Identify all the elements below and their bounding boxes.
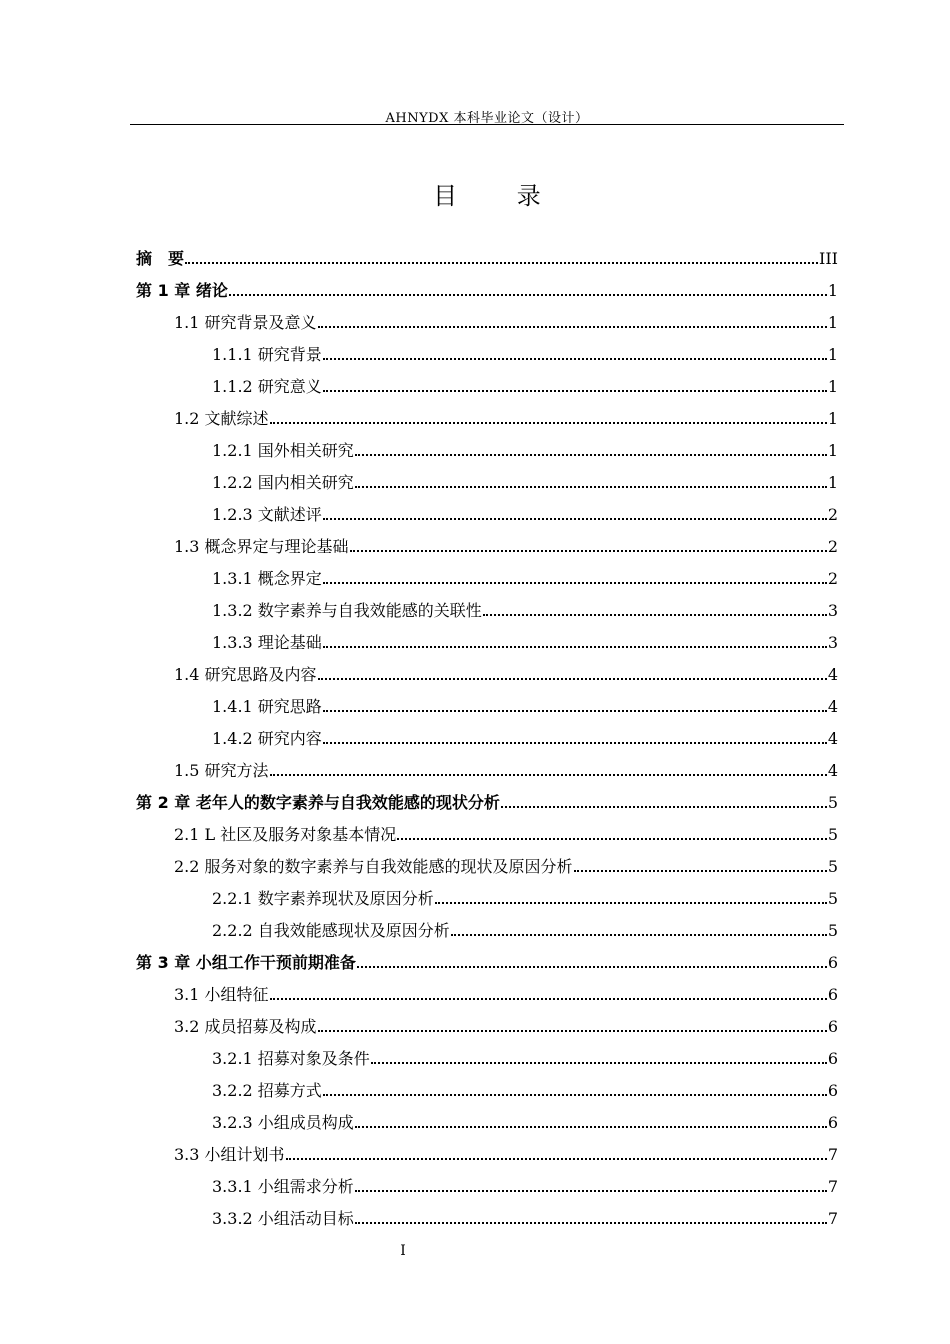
dot-leader: [323, 518, 827, 520]
toc-entry[interactable]: [136, 1135, 838, 1167]
toc-entry-label: 摘 要: [136, 249, 185, 268]
toc-entry-label: 3.2.3 小组成员构成: [212, 1113, 354, 1132]
toc-entry[interactable]: [136, 431, 838, 463]
dot-leader: [350, 550, 827, 552]
dot-leader: [355, 1190, 827, 1192]
dot-leader: [483, 614, 827, 616]
toc-entry[interactable]: [136, 559, 838, 591]
toc-entry-page: 4: [827, 697, 838, 716]
dot-leader: [318, 678, 827, 680]
toc-entry-label: 1.2.3 文献述评: [212, 505, 322, 524]
toc-entry-page: 6: [827, 1081, 838, 1100]
toc-entry-page: 3: [827, 633, 838, 652]
toc-entry[interactable]: [136, 303, 838, 335]
table-of-contents: [136, 239, 838, 1231]
toc-entry-label: 2.2.2 自我效能感现状及原因分析: [212, 921, 450, 940]
toc-entry-label: 1.1.2 研究意义: [212, 377, 322, 396]
toc-entry-label: 2.2 服务对象的数字素养与自我效能感的现状及原因分析: [174, 857, 573, 876]
toc-entry-page: 5: [827, 889, 838, 908]
toc-entry[interactable]: [136, 591, 838, 623]
toc-entry[interactable]: [136, 783, 838, 815]
toc-entry-label: 1.3 概念界定与理论基础: [174, 537, 349, 556]
toc-entry-label: 1.2 文献综述: [174, 409, 269, 428]
toc-entry-page: 2: [827, 569, 838, 588]
dot-leader: [185, 262, 818, 264]
toc-entry-label: 1.2.1 国外相关研究: [212, 441, 354, 460]
page-header: AHNYDX 本科毕业论文（设计）: [385, 111, 589, 126]
toc-title: 目 录: [433, 182, 567, 210]
toc-entry[interactable]: [136, 911, 838, 943]
toc-entry-label: 1.3.2 数字素养与自我效能感的关联性: [212, 601, 482, 620]
toc-entry-label: 3.3.2 小组活动目标: [212, 1209, 354, 1228]
toc-entry[interactable]: [136, 1039, 838, 1071]
toc-entry-label: 1.4.1 研究思路: [212, 697, 322, 716]
page-number: I: [400, 1243, 406, 1259]
toc-entry-page: 5: [827, 825, 838, 844]
dot-leader: [270, 774, 827, 776]
dot-leader: [355, 1126, 827, 1128]
toc-entry-label: 1.1 研究背景及意义: [174, 313, 317, 332]
toc-entry-page: 1: [827, 377, 838, 396]
toc-entry-page: 1: [827, 409, 838, 428]
toc-entry-label: 1.4 研究思路及内容: [174, 665, 317, 684]
toc-entry[interactable]: [136, 399, 838, 431]
toc-entry[interactable]: [136, 847, 838, 879]
dot-leader: [397, 838, 827, 840]
toc-entry-page: 4: [827, 761, 838, 780]
toc-entry-label: 2.1 L 社区及服务对象基本情况: [174, 825, 397, 844]
dot-leader: [323, 742, 827, 744]
toc-entry-label: 3.2.2 招募方式: [212, 1081, 322, 1100]
toc-entry[interactable]: [136, 719, 838, 751]
toc-entry-label: 3.3 小组计划书: [174, 1145, 285, 1164]
dot-leader: [323, 390, 827, 392]
toc-entry[interactable]: [136, 655, 838, 687]
toc-entry-page: 5: [827, 921, 838, 940]
toc-entry[interactable]: [136, 335, 838, 367]
dot-leader: [451, 934, 827, 936]
dot-leader: [318, 1030, 827, 1032]
toc-entry-page: 4: [827, 729, 838, 748]
toc-entry-page: 6: [827, 985, 838, 1004]
toc-entry[interactable]: [136, 1103, 838, 1135]
dot-leader: [270, 422, 827, 424]
dot-leader: [318, 326, 827, 328]
toc-entry-label: 1.2.2 国内相关研究: [212, 473, 354, 492]
toc-entry-label: 3.3.1 小组需求分析: [212, 1177, 354, 1196]
toc-entry[interactable]: [136, 751, 838, 783]
toc-entry-label: 1.4.2 研究内容: [212, 729, 322, 748]
toc-entry[interactable]: [136, 623, 838, 655]
toc-entry[interactable]: [136, 975, 838, 1007]
dot-leader: [286, 1158, 827, 1160]
toc-entry-page: 7: [827, 1145, 838, 1164]
toc-entry[interactable]: [136, 527, 838, 559]
toc-entry-page: 6: [827, 1113, 838, 1132]
toc-entry-label: 第 3 章 小组工作干预前期准备: [136, 953, 356, 972]
toc-entry-label: 1.3.1 概念界定: [212, 569, 322, 588]
toc-entry[interactable]: [136, 367, 838, 399]
dot-leader: [229, 294, 827, 296]
toc-entry-page: 7: [827, 1177, 838, 1196]
dot-leader: [323, 1094, 827, 1096]
toc-entry-label: 1.3.3 理论基础: [212, 633, 322, 652]
toc-entry[interactable]: [136, 879, 838, 911]
toc-entry-page: 5: [827, 793, 838, 812]
toc-entry-page: 1: [827, 345, 838, 364]
toc-entry[interactable]: [136, 463, 838, 495]
toc-entry[interactable]: [136, 943, 838, 975]
toc-entry-label: 1.5 研究方法: [174, 761, 269, 780]
toc-entry-page: 1: [827, 281, 838, 300]
toc-entry-label: 3.1 小组特征: [174, 985, 269, 1004]
toc-entry-page: 6: [827, 1049, 838, 1068]
dot-leader: [357, 966, 827, 968]
toc-entry-page: 6: [827, 1017, 838, 1036]
dot-leader: [355, 1222, 827, 1224]
header-rule: [130, 124, 844, 125]
toc-entry-page: 4: [827, 665, 838, 684]
toc-entry-page: 2: [827, 505, 838, 524]
dot-leader: [323, 646, 827, 648]
toc-entry[interactable]: [136, 271, 838, 303]
toc-entry[interactable]: [136, 1007, 838, 1039]
toc-entry[interactable]: [136, 1199, 838, 1231]
toc-entry-page: 3: [827, 601, 838, 620]
toc-entry[interactable]: [136, 1167, 838, 1199]
toc-entry-label: 1.1.1 研究背景: [212, 345, 322, 364]
dot-leader: [355, 454, 827, 456]
toc-entry-page: 2: [827, 537, 838, 556]
dot-leader: [574, 870, 827, 872]
toc-entry-page: III: [819, 249, 838, 268]
dot-leader: [435, 902, 827, 904]
dot-leader: [323, 710, 827, 712]
toc-entry-page: 5: [827, 857, 838, 876]
toc-entry-page: 1: [827, 313, 838, 332]
toc-entry-label: 3.2.1 招募对象及条件: [212, 1049, 370, 1068]
dot-leader: [371, 1062, 827, 1064]
toc-entry-page: 1: [827, 473, 838, 492]
dot-leader: [355, 486, 827, 488]
toc-entry-label: 第 1 章 绪论: [136, 281, 228, 300]
dot-leader: [323, 358, 827, 360]
toc-entry[interactable]: [136, 687, 838, 719]
toc-entry-page: 7: [827, 1209, 838, 1228]
toc-entry-label: 第 2 章 老年人的数字素养与自我效能感的现状分析: [136, 793, 500, 812]
toc-entry[interactable]: [136, 1071, 838, 1103]
dot-leader: [270, 998, 827, 1000]
toc-entry-page: 1: [827, 441, 838, 460]
toc-entry[interactable]: [136, 239, 838, 271]
toc-entry[interactable]: [136, 495, 838, 527]
dot-leader: [323, 582, 827, 584]
toc-entry-page: 6: [827, 953, 838, 972]
toc-entry[interactable]: [136, 815, 838, 847]
toc-entry-label: 2.2.1 数字素养现状及原因分析: [212, 889, 434, 908]
dot-leader: [501, 806, 827, 808]
toc-entry-label: 3.2 成员招募及构成: [174, 1017, 317, 1036]
